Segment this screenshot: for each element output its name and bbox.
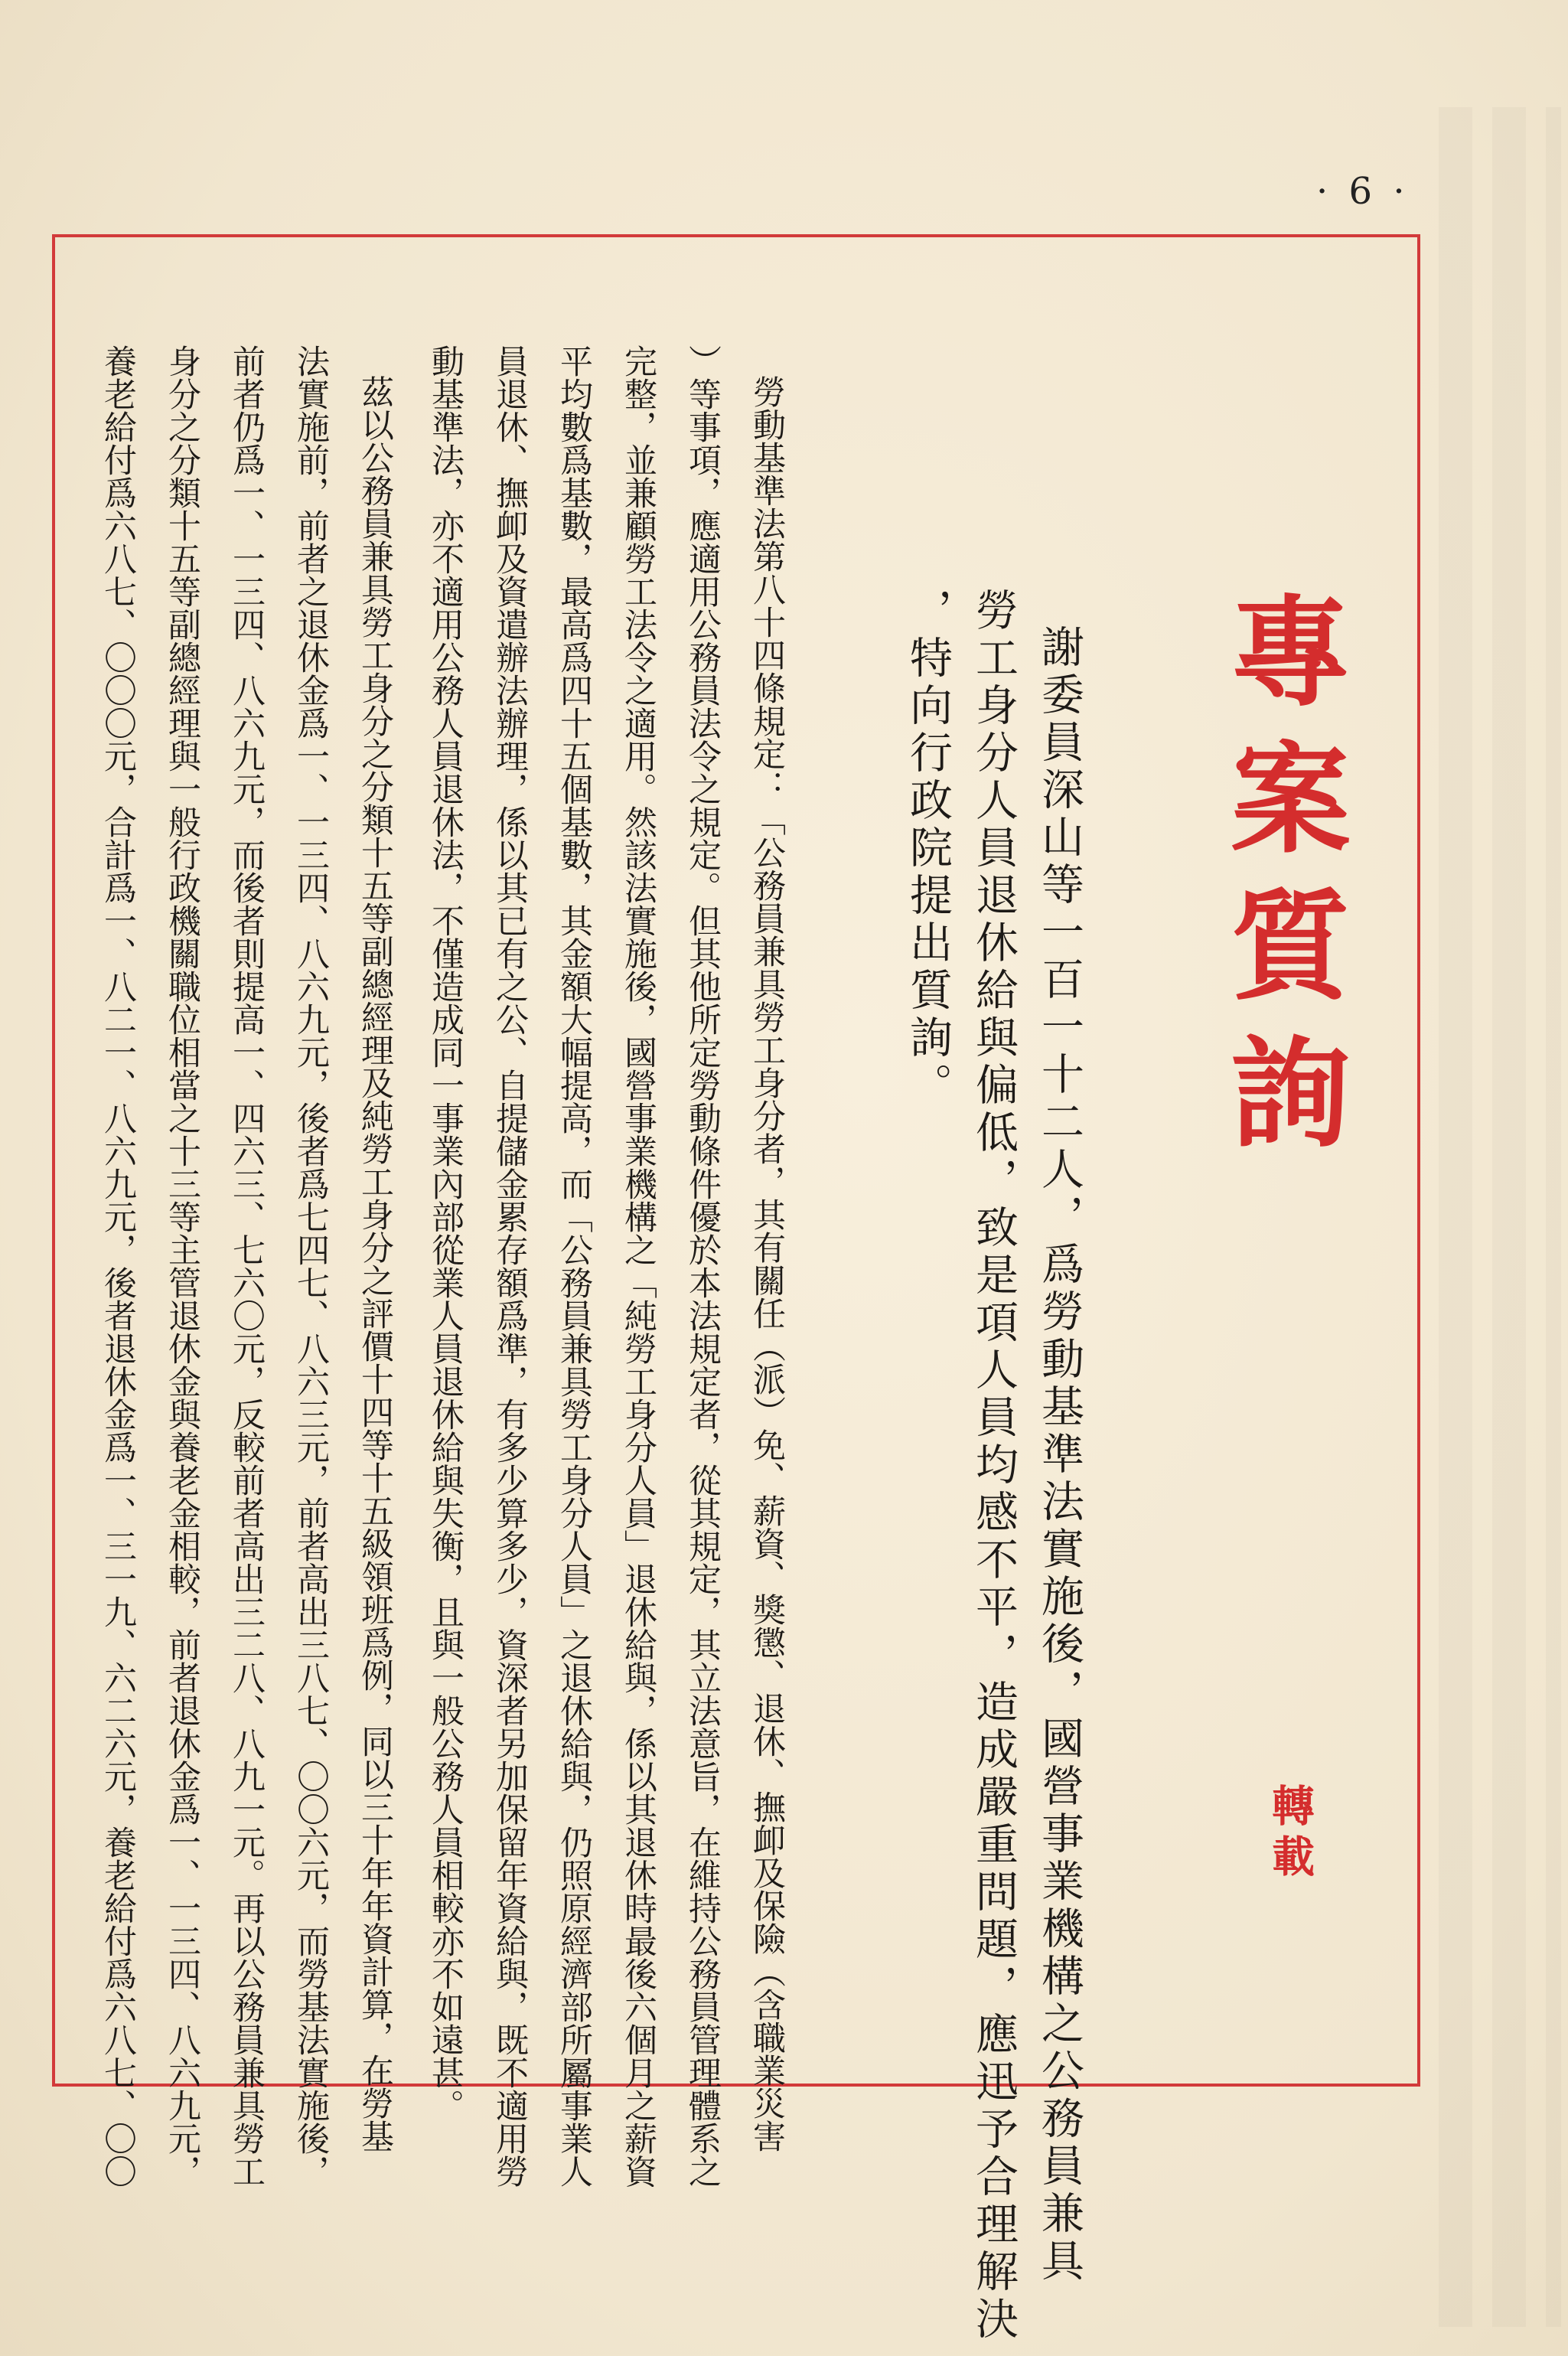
body-line-3: 完整，並兼顧勞工法令之適用。然該法實施後，國營事業機構之「純勞工身分人員」退休給與，係以其退休時最後六個月之薪資	[619, 344, 657, 2188]
body-line-6: 動基準法，亦不適用公務人員退休法，不僅造成同一事業內部從業人員退休給與失衡，且與一般公務人員相較亦不如遠甚。	[426, 344, 465, 2122]
body-line-9: 前者仍爲一、一三四、八六九元，而後者則提高一、四六三、七六〇元，反較前者高出三二八、八九一元。再以公務員兼具勞工	[227, 344, 266, 2188]
transfer-label: 轉載	[1265, 1783, 1315, 1884]
author-line-2: 勞工身分人員退休給與偏低，致是項人員均感不平，造成嚴重問題，應迅予合理解決	[969, 588, 1019, 2344]
section-title: 專案質詢	[1211, 589, 1351, 1177]
body-line-10: 身分之分類十五等副總經理與一般行政機關職位相當之十三等主管退休金與養老金相較，前者退休金爲一、一三四、八六九元，	[163, 344, 201, 2188]
author-line-3: ，特向行政院提出質詢。	[903, 588, 953, 1110]
body-line-1: 勞動基準法第八十四條規定：「公務員兼具勞工身分者，其有關任（派）免、薪資、獎懲、退休、撫卹及保險（含職業災害	[748, 375, 786, 2152]
body-line-7: 茲以公務員兼具勞工身分之分類十五等副總經理及純勞工身分之評價十四等十五級領班爲例，同以三十年年資計算，在勞基	[356, 375, 394, 2152]
body-line-8: 法實施前，前者之退休金爲一、一三四、八六九元，後者爲七四七、八六三元，前者高出三八七、〇〇六元，而勞基法實施後，	[292, 344, 330, 2188]
body-line-11: 養老給付爲六八七、〇〇〇元，合計爲一、八二一、八六九元，後者退休金爲一、三一九、六二六元，養老給付爲六八七、〇〇	[99, 344, 137, 2188]
bleed-through-text-texture	[1439, 107, 1561, 2327]
body-line-2: ）等事項，應適用公務員法令之規定。但其他所定勞動條件優於本法規定者，從其規定，其立法意旨，在維持公務員管理體系之	[683, 344, 722, 2188]
page-number: · 6 ·	[1316, 170, 1410, 213]
body-line-4: 平均數爲基數，最高爲四十五個基數，其金額大幅提高，而「公務員兼具勞工身分人員」之退休給與，仍照原經濟部所屬事業人	[555, 344, 593, 2188]
author-line-1: 謝委員深山等一百一十二人，爲勞動基準法實施後，國營事業機構之公務員兼具	[1035, 625, 1084, 2286]
body-line-5: 員退休、撫卹及資遣辦法辦理，係以其已有之公、自提儲金累存額爲準，有多少算多少，資深者另加保留年資給與，既不適用勞	[491, 344, 529, 2188]
